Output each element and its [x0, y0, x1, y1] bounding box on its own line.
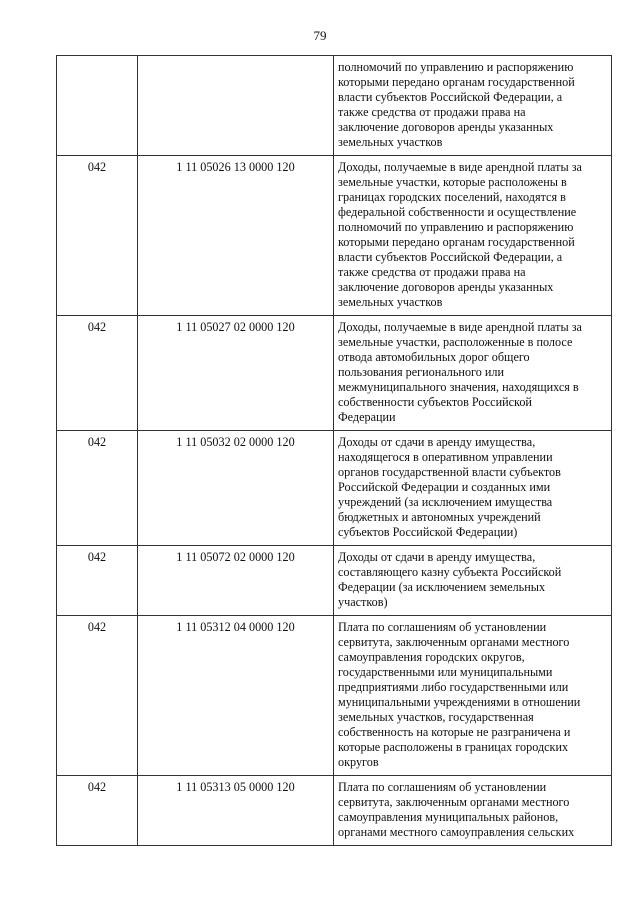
description-line: полномочий по управлению и распоряжению: [338, 220, 574, 234]
table-row: [57, 156, 612, 316]
page-number: 79: [313, 28, 327, 43]
description-line: земельных участков: [338, 295, 443, 309]
description-line: органами местного самоуправления сельских: [338, 825, 575, 839]
description-line: Плата по соглашениям об установлении: [338, 780, 547, 794]
description-line: пользования регионального или: [338, 365, 505, 379]
description-line: земельные участки, расположенные в полосе: [338, 335, 573, 349]
description-line: Федерации: [338, 410, 396, 424]
table-row: [57, 316, 612, 431]
table-row: [57, 616, 612, 776]
description-line: которыми передано органам государственной: [338, 235, 575, 249]
description-line: Российской Федерации и созданных ими: [338, 480, 551, 494]
description-line: также средства от продажи права на: [338, 105, 526, 119]
description-line: заключение договоров аренды указанных: [338, 120, 554, 134]
description-line: государственными или муниципальными: [338, 665, 553, 679]
description-line: Федерации (за исключением земельных: [338, 580, 546, 594]
admin-code-cell: 042: [57, 616, 138, 776]
table-row: [57, 776, 612, 846]
description-line: Доходы, получаемые в виде арендной платы за: [338, 320, 582, 334]
revenue-description-cell: [334, 776, 612, 846]
description-line: собственность на которые не разграничена и: [338, 725, 571, 739]
description-line: составляющего казну субъекта Российской: [338, 565, 562, 579]
budget-classification-code-cell: [138, 56, 334, 156]
description-line: учреждений (за исключением имущества: [338, 495, 553, 509]
description-line: отвода автомобильных дорог общего: [338, 350, 530, 364]
description-line: земельные участки, которые расположены в: [338, 175, 567, 189]
revenue-codes-table: [56, 55, 612, 846]
revenue-description-cell: [334, 546, 612, 616]
description-line: самоуправления городских округов,: [338, 650, 525, 664]
description-line: Доходы от сдачи в аренду имущества,: [338, 550, 536, 564]
description-line: земельных участков, государственная: [338, 710, 534, 724]
description-line: участков): [338, 595, 388, 609]
table-row: [57, 431, 612, 546]
revenue-description-cell: [334, 316, 612, 431]
description-line: власти субъектов Российской Федерации, а: [338, 90, 563, 104]
budget-classification-code-cell: 1 11 05027 02 0000 120: [138, 316, 334, 431]
revenue-description-cell: [334, 431, 612, 546]
budget-classification-code-cell: 1 11 05072 02 0000 120: [138, 546, 334, 616]
description-line: федеральной собственности и осуществление: [338, 205, 577, 219]
description-line: Доходы, получаемые в виде арендной платы за: [338, 160, 582, 174]
admin-code-cell: 042: [57, 546, 138, 616]
description-line: органов государственной власти субъектов: [338, 465, 561, 479]
admin-code-cell: 042: [57, 431, 138, 546]
revenue-description-cell: [334, 616, 612, 776]
budget-classification-code-cell: 1 11 05026 13 0000 120: [138, 156, 334, 316]
admin-code-cell: [57, 56, 138, 156]
description-line: собственности субъектов Российской: [338, 395, 532, 409]
description-line: субъектов Российской Федерации): [338, 525, 518, 539]
description-line: муниципальными учреждениями в отношении: [338, 695, 581, 709]
description-line: самоуправления муниципальных районов,: [338, 810, 559, 824]
admin-code-cell: 042: [57, 776, 138, 846]
budget-classification-code-cell: 1 11 05313 05 0000 120: [138, 776, 334, 846]
admin-code-cell: 042: [57, 156, 138, 316]
description-line: Доходы от сдачи в аренду имущества,: [338, 435, 536, 449]
table-row: [57, 56, 612, 156]
description-line: бюджетных и автономных учреждений: [338, 510, 541, 524]
description-line: полномочий по управлению и распоряжению: [338, 60, 574, 74]
table-body: [57, 56, 612, 846]
admin-code-cell: 042: [57, 316, 138, 431]
description-line: округов: [338, 755, 379, 769]
description-line: границах городских поселений, находятся в: [338, 190, 566, 204]
description-line: которые расположены в границах городских: [338, 740, 569, 754]
description-line: находящегося в оперативном управлении: [338, 450, 553, 464]
table-row: [57, 546, 612, 616]
description-line: Плата по соглашениям об установлении: [338, 620, 547, 634]
description-line: которыми передано органам государственной: [338, 75, 575, 89]
description-line: власти субъектов Российской Федерации, а: [338, 250, 563, 264]
description-line: сервитута, заключенным органами местного: [338, 635, 570, 649]
description-line: заключение договоров аренды указанных: [338, 280, 554, 294]
budget-classification-code-cell: 1 11 05032 02 0000 120: [138, 431, 334, 546]
revenue-description-cell: [334, 56, 612, 156]
revenue-description-cell: [334, 156, 612, 316]
description-line: сервитута, заключенным органами местного: [338, 795, 570, 809]
description-line: предприятиями либо государственными или: [338, 680, 569, 694]
description-line: также средства от продажи права на: [338, 265, 526, 279]
description-line: межмуниципального значения, находящихся в: [338, 380, 579, 394]
description-line: земельных участков: [338, 135, 443, 149]
budget-classification-code-cell: 1 11 05312 04 0000 120: [138, 616, 334, 776]
